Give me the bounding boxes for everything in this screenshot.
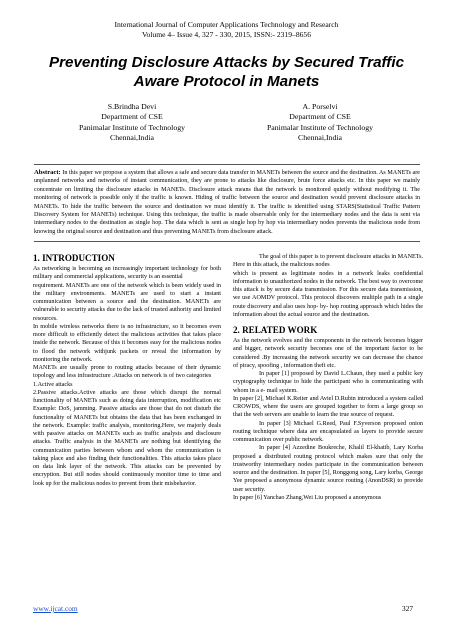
list-item: 1.Active attacks <box>33 381 73 388</box>
paragraph: In paper [2], Michael K.Reiter and Aviel D.Rubin introduced a system called CROWDS, where the users are grouped together to form a large group so that the web servers are unable to learn the true source of request. <box>233 395 423 419</box>
paragraph: In paper [6] Yanchao Zhang,Wei Liu proposed a anonymous <box>233 494 382 501</box>
abstract-text: In this paper we propose a system that allows a safe and secure data transfer in MANETs between the source and the destination. As MANETs are unplanned networks and networks of instant communication, they are prone to attacks like disclosure, brute force attacks etc. In this paper we mainly concentrate on limiting the disclosure attacks in MANETs. Disclosure attack means that the network is monitored quietly without modifying it. The monitoring of network is possible only if the traffic is known. Hiding of traffic between the source and destination would prevent disclosure attacks in MANETs. To hide the traffic between the source and destination we must identify it. The traffic is identified using STARS(Statistical Traffic Pattern Discovery System for MANETs) technique. Using this technique, the traffic is made observable only for the intermediary nodes and the data is sent via intermediary nodes to the destination as single hop. The data which is sent as single hop by hop via intermediary nodes prevents the malicious node from knowing the original source and destination and thus preventing MANETs from disclosure attack. <box>34 170 421 235</box>
paragraph: As the network evolves and the components in the network becomes bigger and bigger, network security becomes one of the important factor to be considered .By increasing the network security we can decrease the chance of piracy, spoofing , information theft etc. <box>233 338 423 369</box>
author-city: Chennai,India <box>110 133 154 143</box>
paragraph: which is present as legitimate nodes in a network leaks confidential information to unauthorized nodes in the network. The best way to overcome this attack is by secure data transmission. For this secure data transmission, we use AOMDV protocol. This protocol discovers multiple path in a single route discovery and also uses hop- by- hop routing approach which hides the information about the actual source and the destination. <box>233 270 423 318</box>
paper-title: Preventing Disclosure Attacks by Secured Traffic Aware Protocol in Manets <box>48 54 405 90</box>
author-block-1 <box>32 102 232 144</box>
journal-volume: Volume 4– Issue 4, 327 - 330, 2015, ISSN:- 2319–8656 <box>141 29 312 39</box>
author-institution: Panimalar Institute of Technology <box>266 122 374 132</box>
paragraph: The goal of this paper is to prevent disclosure attacks in MANETs. Here in this attack, the malicious nodes <box>233 254 423 269</box>
section-heading-related-work: 2. RELATED WORK <box>233 325 318 335</box>
list-item: 2.Passive attacks.Active attacks are those which disrupt the normal functionality of MANETs such as doing data interruption, modification etc Example: DoS, jamming. Passive attacks are those that do not disturb the functionality of MANETs but obtains the data that has been exchanged in the network. Example: traffic analysis, monitoring.Here, we majorly deals with passive attacks on MANETs such as traffic analysis and disclosure attacks. Traffic analysis in the MANETs are nothing but identifying the communication parties between whom and whom the communication is taking place and also finding their functionalities. This attacks takes place on data link layer of the network. This attacks can be prevented by encryption. But still nodes should continuously monitor time to time and look up for the malicious nodes to prevent from their misbehavior. <box>33 389 221 487</box>
paragraph: requirement. MANETs are one of the network which is been widely used in the military environments. MANETs are used to start a instant communication between a source and the destination. MANETs are vulnerable to security attacks due to the lack of trusted authority and limited resources. <box>33 282 221 322</box>
paragraph: In paper [1] proposed by David L.Chaun, they used a public key cryptography technique to hide the participant who is communicating with whom in a e- mail system. <box>233 371 423 394</box>
paragraph: As networking is becoming an increasingly important technology for both military and commercial applications, security is an essential <box>33 266 221 281</box>
author-institution: Panimalar Institute of Technology <box>78 122 186 132</box>
footer-website-link[interactable]: www.ijcat.com <box>33 604 78 613</box>
author-department: Department of CSE <box>289 112 351 122</box>
abstract-label: Abstract: <box>34 169 61 176</box>
author-department: Department of CSE <box>101 112 163 122</box>
author-block-2 <box>220 102 420 144</box>
author-name: A. Porselvi <box>302 102 338 111</box>
left-column <box>33 253 221 488</box>
section-heading-introduction: 1. INTRODUCTION <box>33 253 115 263</box>
paragraph: In paper [4] Azzedine Boukreche, Khalil El-khatib, Lary Korba proposed a distributed routing protocol which makes sure that only the trustworthy intermediary nodes participate in the communication between source and the destination. In paper [5], Ronggong song, Lary korba, George Yee proposed a anonymous dynamic source routing (AnonDSR) to provide user security. <box>233 445 423 493</box>
paragraph: In paper [3] Michael G.Reed, Paul F.Syverson proposed onion routing technique where data are encapsulated as layers to provide secure communication over public network. <box>233 420 423 443</box>
paragraph: MANETs are usually prone to routing attacks because of their dynamic topology and less infrastructure .Attacks on network is of two categories <box>33 365 221 380</box>
abstract-block <box>34 164 420 242</box>
journal-name: International Journal of Computer Applications Technology and Research <box>114 20 339 29</box>
paragraph: In mobile wireless networks there is no infrastructure, so it becomes even more difficult to efficiently detect the malicious activities that takes place inside the network. Because of this it becomes easy for the malicious nodes to flood the network withjunk packets or reveal the information by monitoring the network. <box>33 323 221 363</box>
right-column <box>233 253 423 502</box>
author-city: Chennai,India <box>298 133 342 143</box>
author-name: S.Brindha Devi <box>107 102 157 111</box>
page-number: 327 <box>402 604 414 613</box>
journal-header <box>0 20 453 39</box>
